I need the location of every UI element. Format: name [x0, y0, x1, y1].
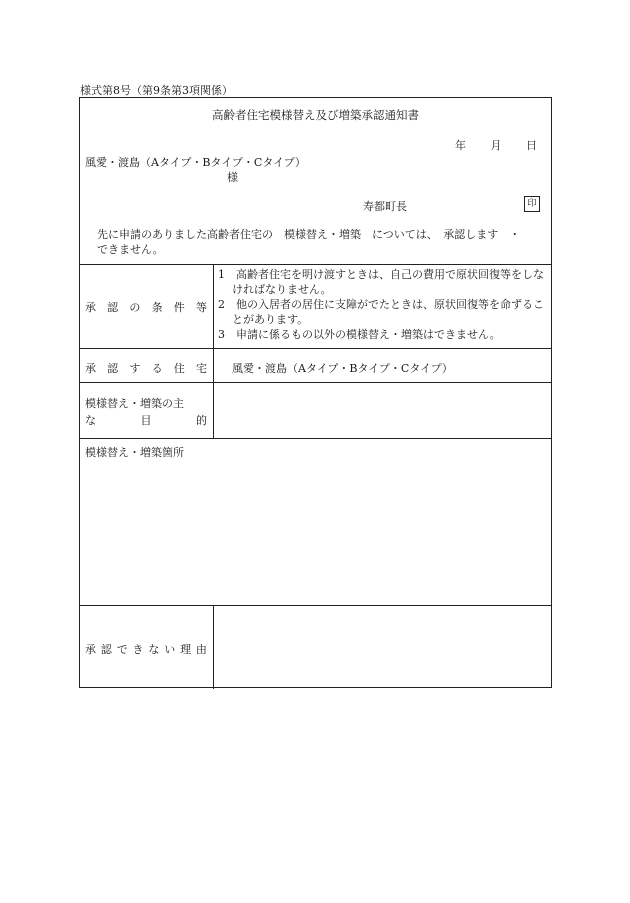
- divider: [80, 605, 551, 606]
- seal-mark: 印: [524, 196, 540, 212]
- locations-label: 模様替え・増築箇所: [85, 446, 184, 459]
- refusal-reason-label: 承 認 で き な い 理 由: [85, 643, 207, 656]
- honorific: 様: [227, 171, 238, 184]
- issuer: 寿都町長: [363, 200, 407, 213]
- divider: [80, 382, 551, 383]
- notice-line-1: 先に申請のありました高齢者住宅の 模様替え・増築 については、 承認します ・: [97, 228, 521, 241]
- form-number: 様式第8号（第9条第3項関係）: [80, 84, 233, 97]
- notice-text: [85, 227, 545, 257]
- conditions-list: [218, 267, 553, 342]
- divider: [80, 264, 551, 265]
- column-divider: [213, 605, 214, 689]
- approved-house-value: 風愛・渡島（Aタイプ・Bタイプ・Cタイプ）: [232, 362, 453, 375]
- divider: [80, 348, 551, 349]
- conditions-label: 承 認 の 条 件 等: [85, 301, 207, 314]
- divider: [80, 438, 551, 439]
- date-line: [455, 137, 537, 153]
- approved-house-label: 承 認 す る 住 宅: [85, 362, 207, 375]
- notice-form: [79, 97, 552, 688]
- document-title: 高齢者住宅模様替え及び増築承認通知書: [212, 108, 419, 122]
- date-day: 日: [526, 139, 537, 152]
- notice-line-2: できません。: [97, 243, 164, 256]
- addressee: 風愛・渡島（Aタイプ・Bタイプ・Cタイプ）: [85, 156, 306, 169]
- date-year: 年: [455, 139, 466, 152]
- column-divider: [213, 264, 214, 438]
- date-month: 月: [490, 139, 502, 152]
- purpose-label: 模様替え・増築の主 な 目 的: [85, 397, 207, 427]
- condition-item: 2 他の入居者の居住に支障がでたときは、原状回復等を命ずることがあります。: [218, 298, 544, 326]
- condition-item: 3 申請に係るもの以外の模様替え・増築はできません。: [218, 328, 501, 341]
- condition-item: 1 高齢者住宅を明け渡すときは、自己の費用で原状回復等をしなければなりません。: [218, 268, 544, 296]
